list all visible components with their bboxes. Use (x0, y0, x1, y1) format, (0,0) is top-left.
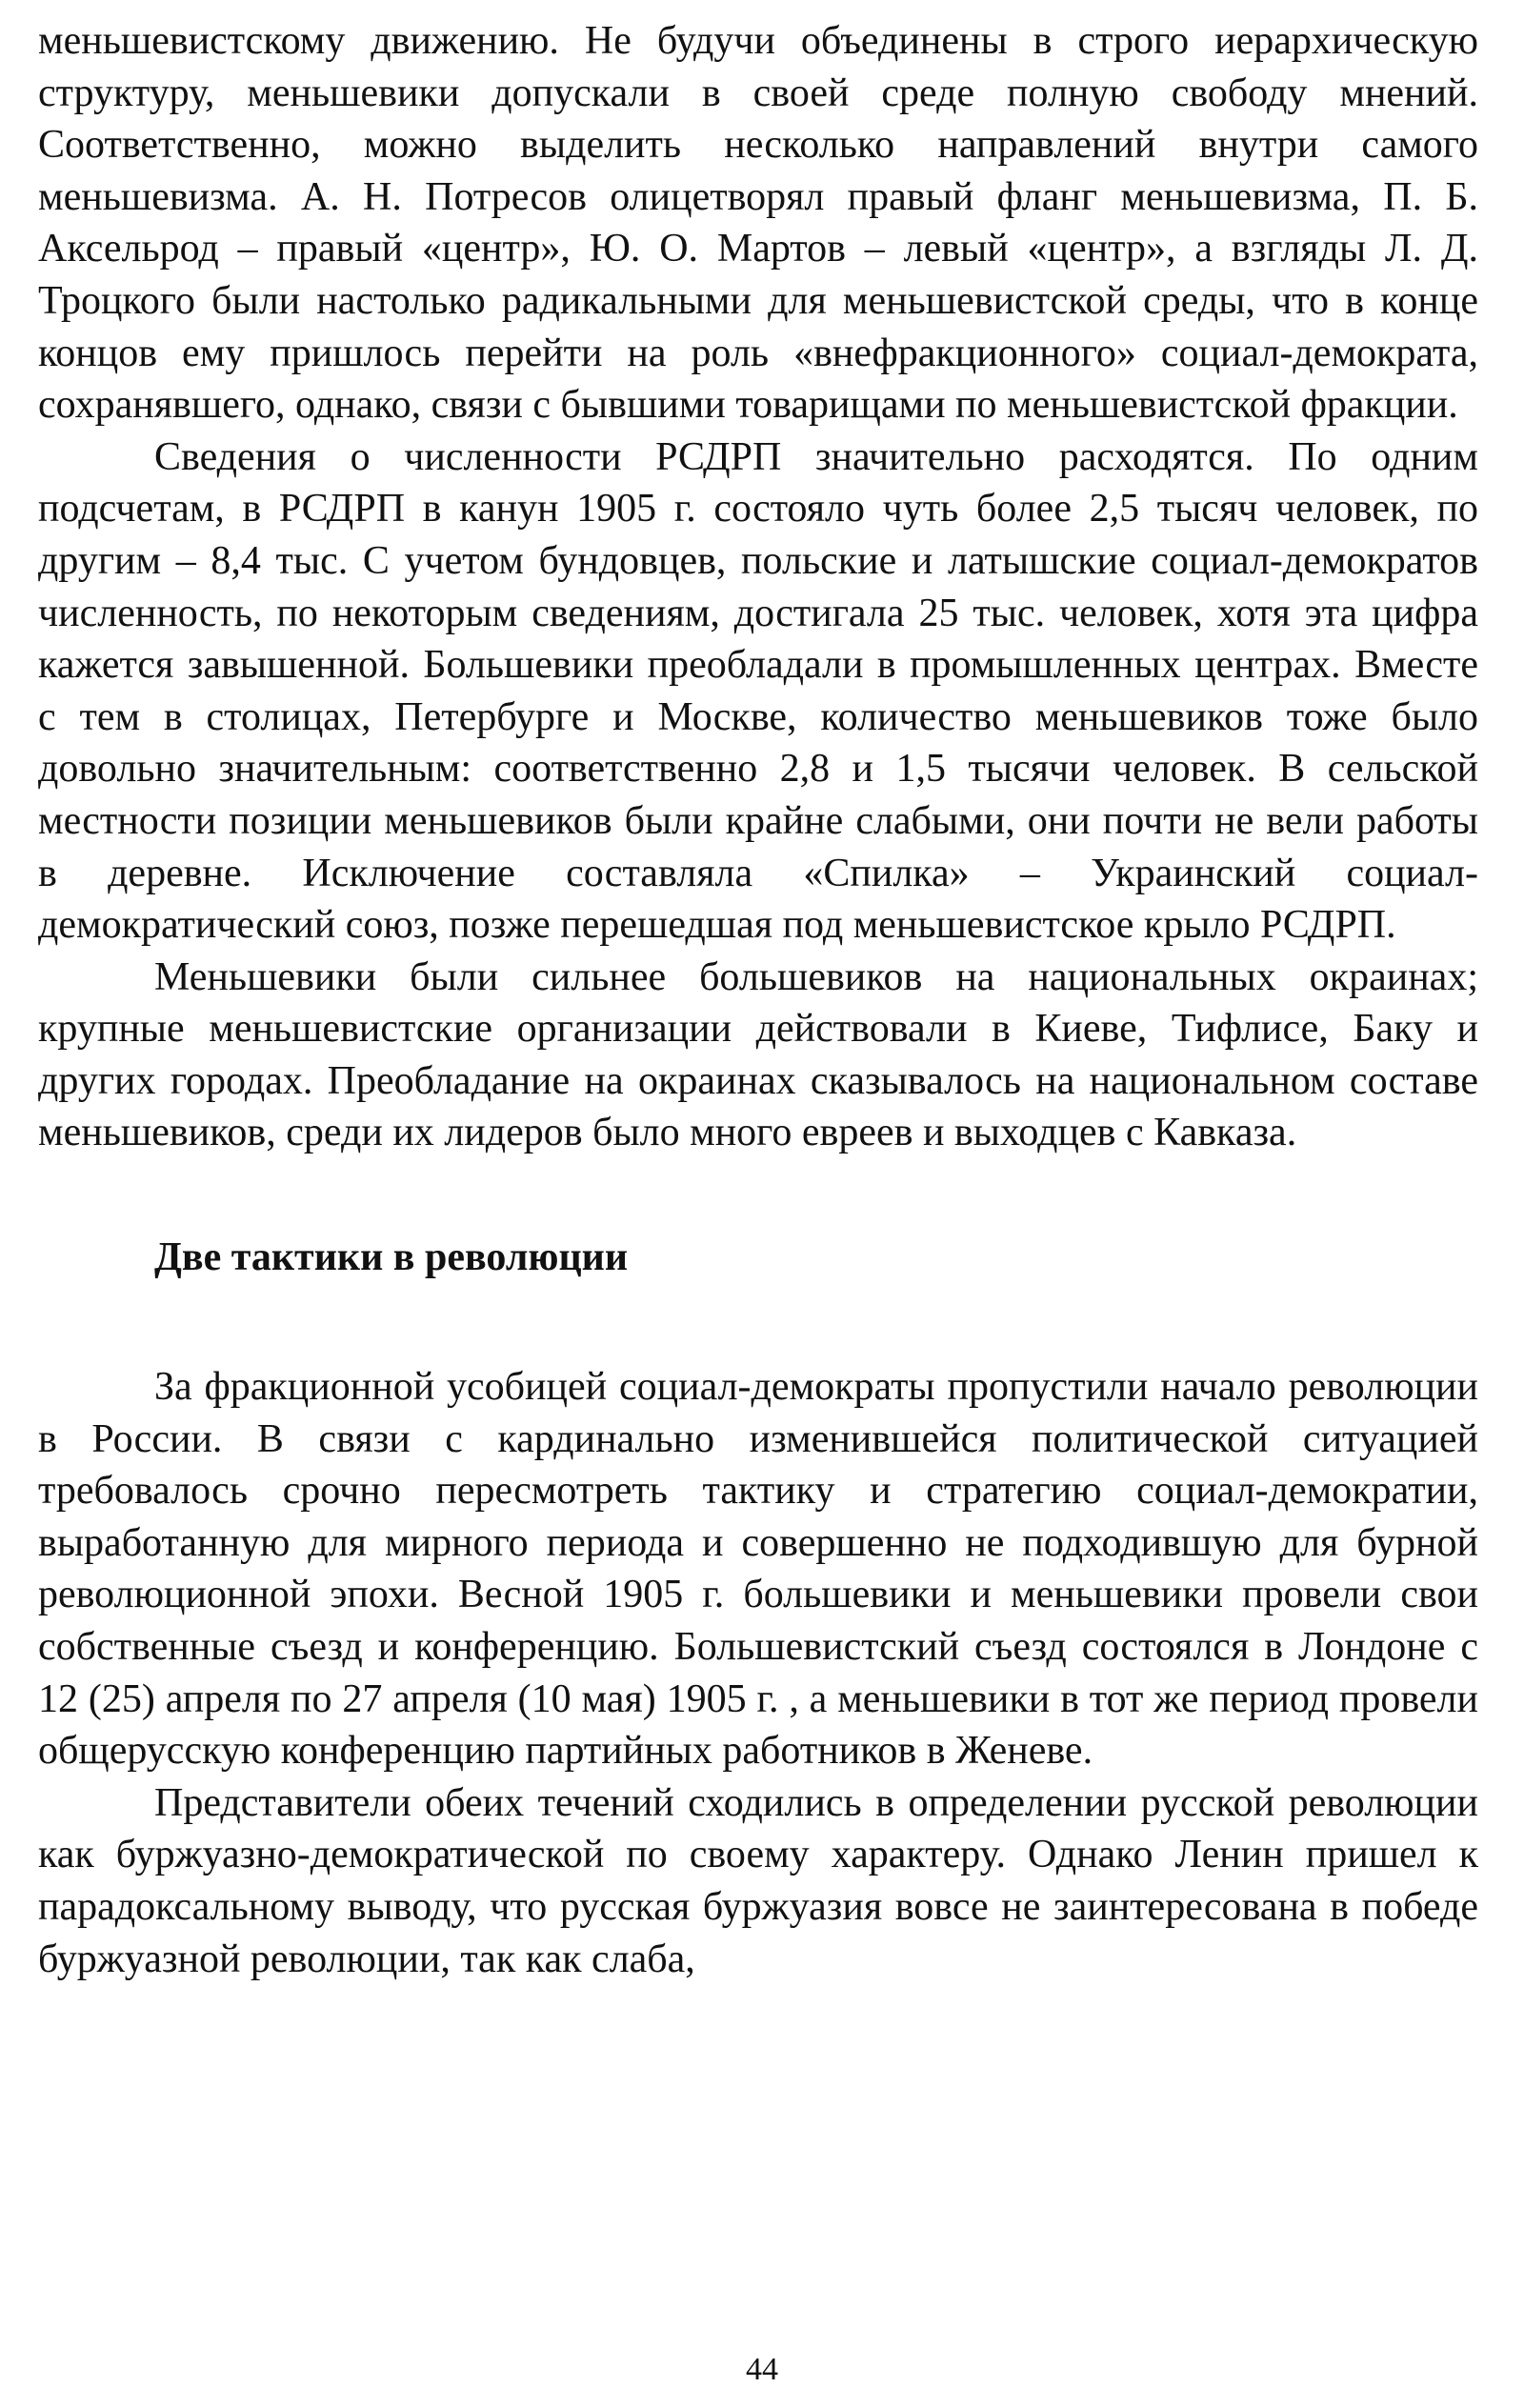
paragraph-rsdrp-membership: Сведения о численности РСДРП значительно расходятся. По одним подсчетам, в РСДРП в канун 1905 г. состояло чуть более 2,5 тысяч человек, по другим – 8,4 тыс. С учетом бундовцев, польские и латышские социал-демократов численность, по некоторым сведениям, достигала 25 тыс. человек, хотя эта цифра кажется завышенной. Большевики преобладали в промышленных центрах. Вместе с тем в столицах, Петербурге и Москве, количество меньшевиков тоже было довольно значительным: соответственно 2,8 и 1,5 тысячи человек. В сельской местности позиции меньшевиков были крайне слабыми, они почти не вели работы в деревне. Исключение составляла «Спилка» – Украинский социал-демократический союз, позже перешедшая под меньшевистское крыло РСДРП. (38, 434, 1478, 948)
paragraph-continuation: меньшевистскому движению. Не будучи объединены в строго иерархическую структуру, меньшевики допускали в своей среде полную свободу мнений. Соответственно, можно выделить несколько направлений внутри самого меньшевизма. А. Н. Потресов олицетворял правый фланг меньшевизма, П. Б. Аксельрод – правый «центр», Ю. О. Мартов – левый «центр», а взгляды Л. Д. Троцкого были настолько радикальными для меньшевистской среды, что в конце концов ему пришлось перейти на роль «внефракционного» социал-демократа, сохранявшего, однако, связи с бывшими товарищами по меньшевистской фракции. (38, 19, 1478, 428)
body-text-section-2 (38, 1361, 1478, 1985)
page-number: 44 (746, 2352, 778, 2387)
paragraph-factional-strife: За фракционной усобицей социал-демократы пропустили начало революции в России. В связи с кардинально изменившейся политической ситуацией требовалось срочно пересмотреть тактику и стратегию социал-демократии, выработанную для мирного периода и совершенно не подходившую для бурной революционной эпохи. Весной 1905 г. большевики и меньшевики провели свои собственные съезд и конференцию. Большевистский съезд состоялся в Лондоне с 12 (25) апреля по 27 апреля (10 мая) 1905 г. , а меньшевики в тот же период провели общерусскую конференцию партийных работников в Женеве. (38, 1365, 1478, 1774)
section-heading: Две тактики в революции (154, 1235, 629, 1280)
paragraph-bourgeois-revolution: Представители обеих течений сходились в определении русской революции как буржуазно-демократической по своему характеру. Однако Ленин пришел к парадоксальному выводу, что русская буржуазия вовсе не заинтересована в победе буржуазной революции, так как слаба, (38, 1780, 1478, 1981)
paragraph-mensheviks-outskirts: Меньшевики были сильнее большевиков на национальных окраинах; крупные меньшевистские организации действовали в Киеве, Тифлисе, Баку и других городах. Преобладание на окраинах сказывалось на национальном составе меньшевиков, среди их лидеров было много евреев и выходцев с Кавказа. (38, 954, 1478, 1155)
body-text-section-1 (38, 15, 1478, 1159)
